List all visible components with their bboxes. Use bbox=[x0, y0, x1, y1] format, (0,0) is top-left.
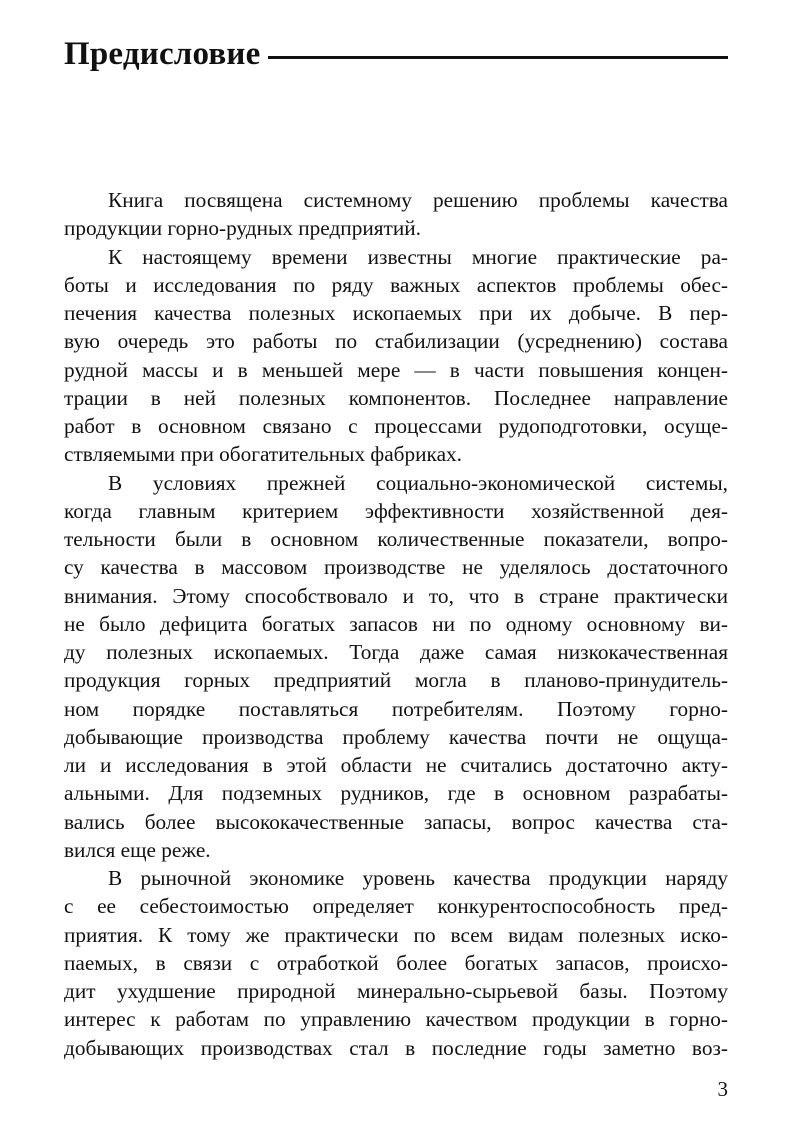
heading-row bbox=[64, 34, 728, 74]
text-line: вались более высококачественные запасы, вопрос качества ста- bbox=[64, 809, 728, 834]
paragraph bbox=[64, 186, 728, 243]
text-line: трации в ней полезных компонентов. Последнее направление bbox=[64, 385, 728, 410]
text-line: приятия. К тому же практически по всем видам полезных иско- bbox=[64, 922, 728, 947]
text-line: дит ухудшение природной минерально-сырьевой базы. Поэтому bbox=[64, 979, 728, 1003]
text-line: печения качества полезных ископаемых при их добыче. В пер- bbox=[64, 301, 728, 325]
text-line: ствляемыми при обогатительных фабриках. bbox=[64, 442, 462, 467]
text-line: рудной массы и в меньшей мере — в части повышения концен- bbox=[64, 357, 728, 382]
text-line: добывающие производства проблему качества почти не ощуща- bbox=[64, 724, 728, 749]
body-text bbox=[64, 186, 728, 1062]
paragraph bbox=[64, 864, 728, 1062]
heading-rule bbox=[268, 56, 728, 59]
text-line: В условиях прежней социально-экономической системы, bbox=[108, 470, 728, 495]
text-line: с ее себестоимостью определяет конкурентоспособность пред- bbox=[64, 894, 728, 919]
text-line: продукция горных предприятий могла в планово-принудитель- bbox=[64, 668, 728, 693]
text-line: работ в основном связано с процессами рудоподготовки, осуще- bbox=[64, 414, 728, 438]
text-line: не было дефицита богатых запасов ни по одному основному ви- bbox=[64, 611, 728, 636]
text-line: паемых, в связи с отработкой более богатых запасов, происхо- bbox=[64, 950, 728, 975]
text-line: когда главным критерием эффективности хозяйственной дея- bbox=[64, 498, 728, 523]
page-title: Предисловие bbox=[64, 36, 261, 72]
text-line: вился еще реже. bbox=[64, 837, 211, 862]
paragraph bbox=[64, 469, 728, 865]
text-line: альными. Для подземных рудников, где в основном разрабаты- bbox=[64, 781, 728, 806]
text-line: Книга посвящена системному решению проблемы качества bbox=[108, 188, 728, 212]
text-line: су качества в массовом производстве не уделялось достаточного bbox=[64, 555, 728, 580]
text-line: К настоящему времени известны многие практические ра- bbox=[108, 244, 728, 269]
text-line: ном порядке поставляться потребителям. Поэтому горно- bbox=[64, 696, 728, 721]
text-line: продукции горно-рудных предприятий. bbox=[64, 216, 421, 241]
text-line: добывающих производствах стал в последние годы заметно воз- bbox=[64, 1035, 728, 1060]
text-line: ли и исследования в этой области не считались достаточно акту- bbox=[64, 753, 728, 777]
text-line: В рыночной экономике уровень качества продукции наряду bbox=[108, 866, 728, 890]
text-line: ду полезных ископаемых. Тогда даже самая низкокачественная bbox=[64, 640, 728, 664]
text-line: интерес к работам по управлению качеством продукции в горно- bbox=[64, 1007, 728, 1032]
text-line: боты и исследования по ряду важных аспектов проблемы обес- bbox=[64, 272, 728, 297]
text-line: внимания. Этому способствовало и то, что в стране практически bbox=[64, 583, 728, 608]
paragraph bbox=[64, 243, 728, 469]
text-line: тельности были в основном количественные показатели, вопро- bbox=[64, 527, 728, 551]
page-number: 3 bbox=[717, 1077, 728, 1101]
text-line: вую очередь это работы по стабилизации (усреднению) состава bbox=[64, 329, 728, 354]
